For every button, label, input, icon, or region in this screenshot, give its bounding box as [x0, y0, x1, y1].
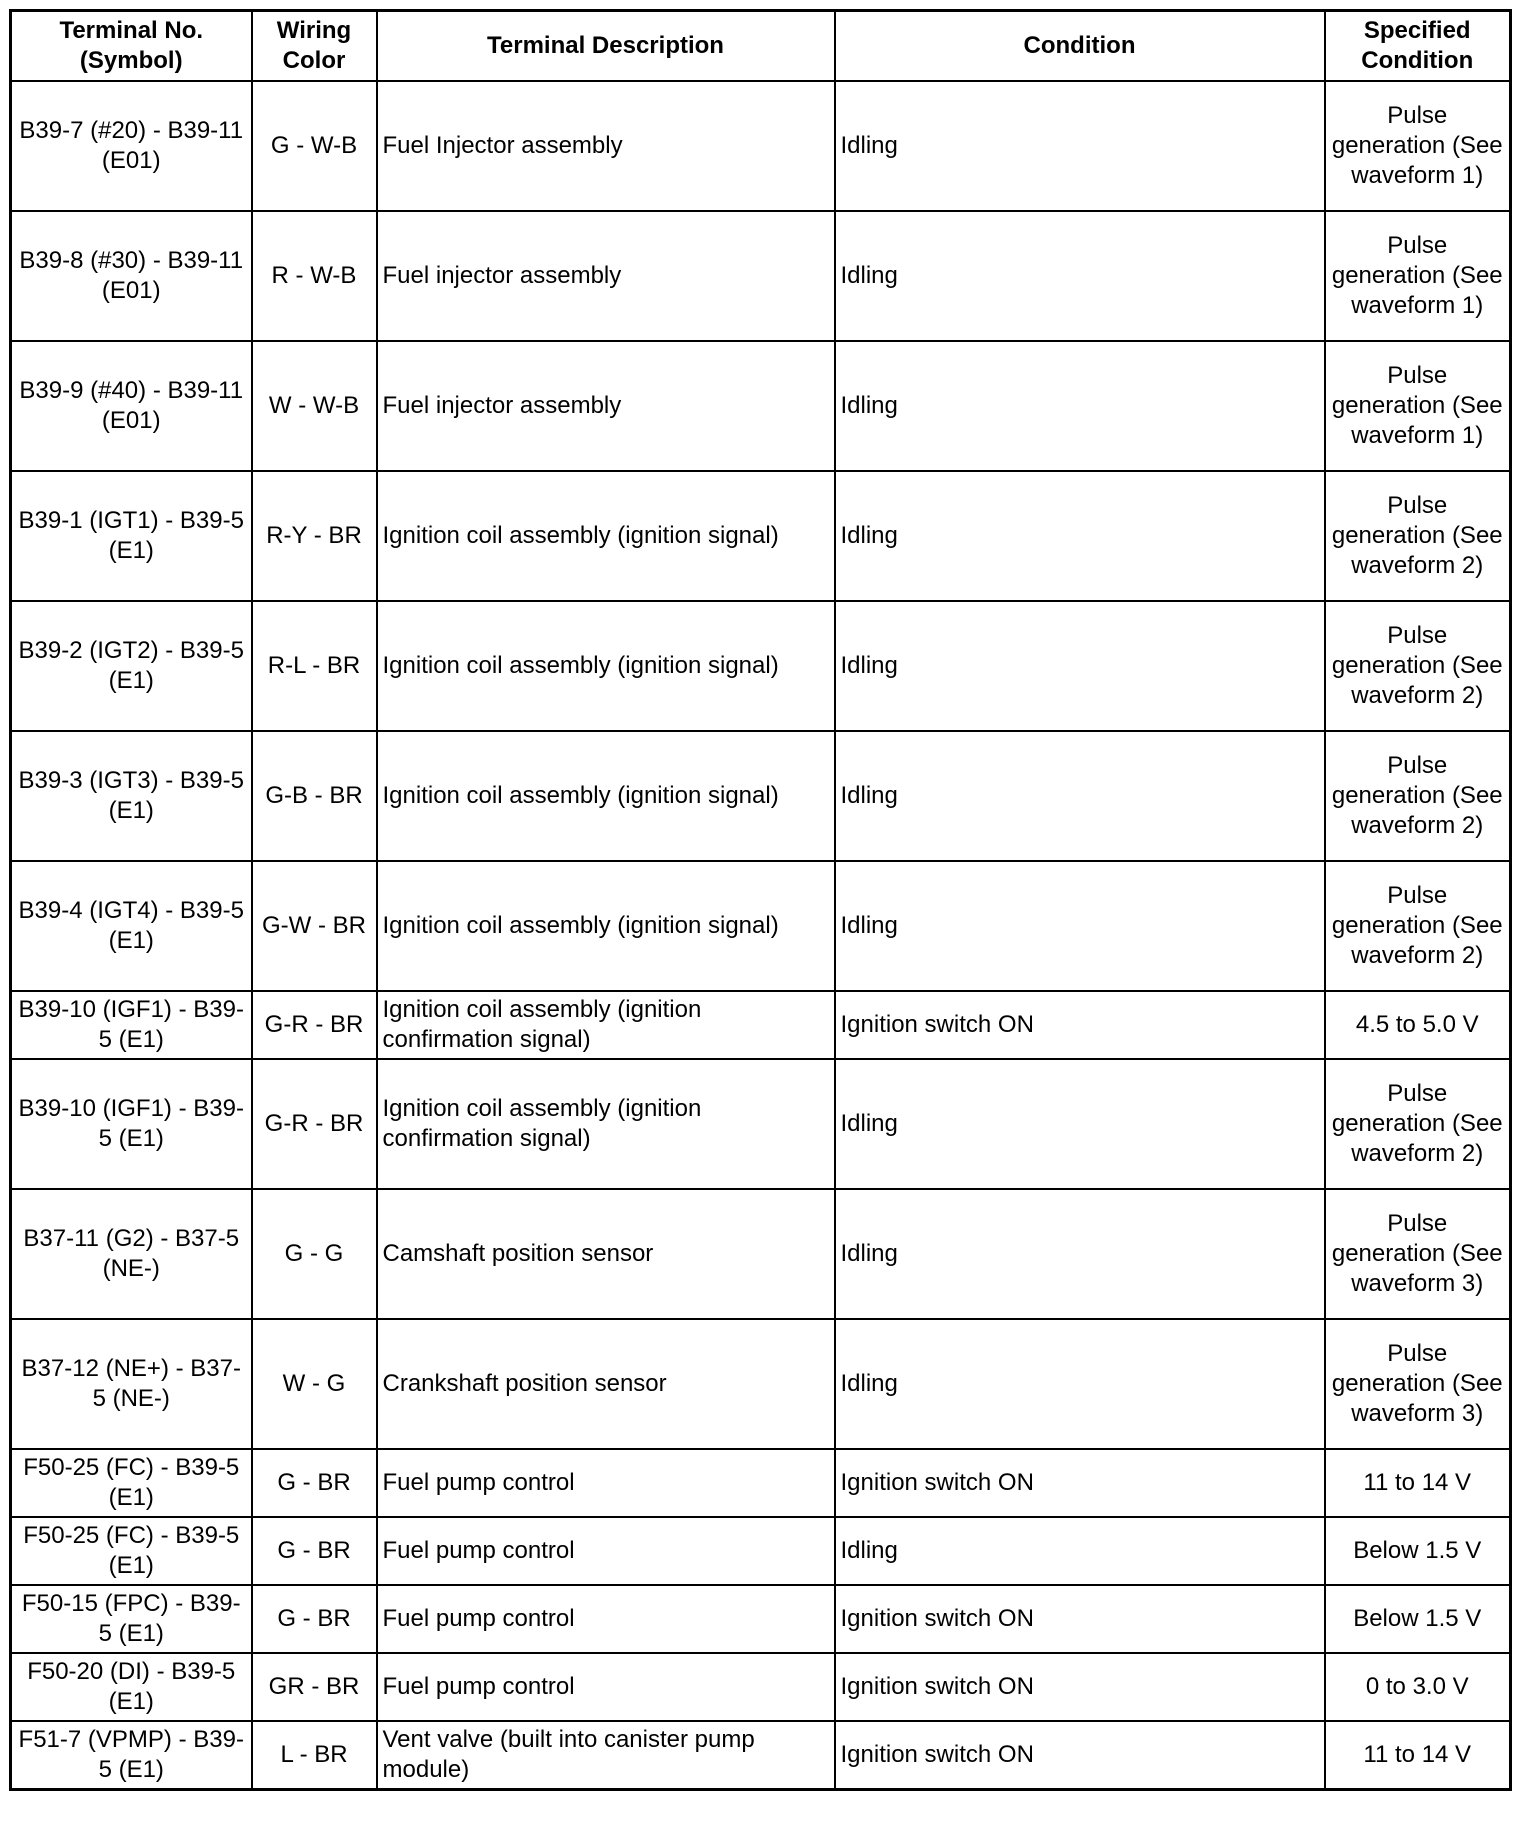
specified-cell: Pulse generation (See waveform 2)	[1325, 1059, 1511, 1189]
header-specified: Specified Condition	[1325, 11, 1511, 82]
table-row	[11, 1517, 1511, 1585]
terminal-cell: B39-10 (IGF1) - B39-5 (E1)	[11, 1059, 252, 1189]
table-row	[11, 341, 1511, 471]
condition-cell: Idling	[835, 81, 1325, 211]
specified-cell: Pulse generation (See waveform 2)	[1325, 731, 1511, 861]
specified-cell: Pulse generation (See waveform 1)	[1325, 341, 1511, 471]
table-row	[11, 1721, 1511, 1790]
table-row	[11, 991, 1511, 1059]
terminal-cell: F50-25 (FC) - B39-5 (E1)	[11, 1517, 252, 1585]
wiring-cell: G - BR	[252, 1517, 377, 1585]
condition-cell: Idling	[835, 471, 1325, 601]
specified-cell: Pulse generation (See waveform 2)	[1325, 471, 1511, 601]
condition-cell: Idling	[835, 1517, 1325, 1585]
condition-cell: Idling	[835, 1319, 1325, 1449]
terminal-cell: B37-11 (G2) - B37-5 (NE-)	[11, 1189, 252, 1319]
table-row	[11, 471, 1511, 601]
specified-cell: 4.5 to 5.0 V	[1325, 991, 1511, 1059]
terminal-cell: B39-1 (IGT1) - B39-5 (E1)	[11, 471, 252, 601]
condition-cell: Idling	[835, 211, 1325, 341]
wiring-cell: GR - BR	[252, 1653, 377, 1721]
wiring-cell: W - W-B	[252, 341, 377, 471]
table-row	[11, 861, 1511, 991]
specified-cell: Pulse generation (See waveform 3)	[1325, 1319, 1511, 1449]
table-row	[11, 731, 1511, 861]
wiring-cell: R-Y - BR	[252, 471, 377, 601]
terminal-cell: B39-7 (#20) - B39-11 (E01)	[11, 81, 252, 211]
wiring-cell: L - BR	[252, 1721, 377, 1790]
terminal-cell: B39-3 (IGT3) - B39-5 (E1)	[11, 731, 252, 861]
table-row	[11, 1189, 1511, 1319]
condition-cell: Idling	[835, 1059, 1325, 1189]
terminal-cell: F50-15 (FPC) - B39-5 (E1)	[11, 1585, 252, 1653]
table-row	[11, 81, 1511, 211]
description-cell: Fuel Injector assembly	[377, 81, 835, 211]
condition-cell: Idling	[835, 341, 1325, 471]
terminal-cell: B37-12 (NE+) - B37-5 (NE-)	[11, 1319, 252, 1449]
description-cell: Fuel pump control	[377, 1517, 835, 1585]
table-row	[11, 601, 1511, 731]
description-cell: Fuel injector assembly	[377, 341, 835, 471]
wiring-cell: G-B - BR	[252, 731, 377, 861]
wiring-cell: G-R - BR	[252, 991, 377, 1059]
terminal-cell: B39-10 (IGF1) - B39-5 (E1)	[11, 991, 252, 1059]
header-condition: Condition	[835, 11, 1325, 82]
header-description: Terminal Description	[377, 11, 835, 82]
wiring-cell: W - G	[252, 1319, 377, 1449]
specified-cell: Below 1.5 V	[1325, 1517, 1511, 1585]
terminal-cell: F50-20 (DI) - B39-5 (E1)	[11, 1653, 252, 1721]
condition-cell: Idling	[835, 1189, 1325, 1319]
condition-cell: Idling	[835, 601, 1325, 731]
terminal-cell: F50-25 (FC) - B39-5 (E1)	[11, 1449, 252, 1517]
header-wiring: Wiring Color	[252, 11, 377, 82]
description-cell: Fuel pump control	[377, 1653, 835, 1721]
wiring-cell: G - G	[252, 1189, 377, 1319]
specified-cell: Pulse generation (See waveform 3)	[1325, 1189, 1511, 1319]
condition-cell: Ignition switch ON	[835, 1449, 1325, 1517]
terminal-cell: B39-8 (#30) - B39-11 (E01)	[11, 211, 252, 341]
table-row	[11, 1653, 1511, 1721]
wiring-cell: G - BR	[252, 1449, 377, 1517]
header-terminal: Terminal No. (Symbol)	[11, 11, 252, 82]
wiring-cell: R - W-B	[252, 211, 377, 341]
description-cell: Ignition coil assembly (ignition signal)	[377, 731, 835, 861]
description-cell: Ignition coil assembly (ignition signal)	[377, 471, 835, 601]
description-cell: Camshaft position sensor	[377, 1189, 835, 1319]
terminal-cell: B39-2 (IGT2) - B39-5 (E1)	[11, 601, 252, 731]
table-row	[11, 211, 1511, 341]
terminal-cell: B39-4 (IGT4) - B39-5 (E1)	[11, 861, 252, 991]
description-cell: Fuel pump control	[377, 1585, 835, 1653]
specified-cell: 11 to 14 V	[1325, 1721, 1511, 1790]
table-row	[11, 1059, 1511, 1189]
specified-cell: Pulse generation (See waveform 2)	[1325, 861, 1511, 991]
specified-cell: Pulse generation (See waveform 2)	[1325, 601, 1511, 731]
description-cell: Vent valve (built into canister pump module)	[377, 1721, 835, 1790]
description-cell: Ignition coil assembly (ignition signal)	[377, 861, 835, 991]
description-cell: Crankshaft position sensor	[377, 1319, 835, 1449]
terminal-spec-table	[9, 9, 1512, 1791]
terminal-cell: F51-7 (VPMP) - B39-5 (E1)	[11, 1721, 252, 1790]
specified-cell: Pulse generation (See waveform 1)	[1325, 211, 1511, 341]
table-row	[11, 1449, 1511, 1517]
header-row	[11, 11, 1511, 82]
condition-cell: Idling	[835, 861, 1325, 991]
table-row	[11, 1319, 1511, 1449]
condition-cell: Ignition switch ON	[835, 1585, 1325, 1653]
wiring-cell: G - W-B	[252, 81, 377, 211]
condition-cell: Idling	[835, 731, 1325, 861]
condition-cell: Ignition switch ON	[835, 1721, 1325, 1790]
description-cell: Fuel pump control	[377, 1449, 835, 1517]
wiring-cell: R-L - BR	[252, 601, 377, 731]
condition-cell: Ignition switch ON	[835, 1653, 1325, 1721]
specified-cell: 0 to 3.0 V	[1325, 1653, 1511, 1721]
condition-cell: Ignition switch ON	[835, 991, 1325, 1059]
wiring-cell: G - BR	[252, 1585, 377, 1653]
specified-cell: 11 to 14 V	[1325, 1449, 1511, 1517]
specified-cell: Below 1.5 V	[1325, 1585, 1511, 1653]
terminal-cell: B39-9 (#40) - B39-11 (E01)	[11, 341, 252, 471]
description-cell: Ignition coil assembly (ignition confirmation signal)	[377, 1059, 835, 1189]
table-row	[11, 1585, 1511, 1653]
wiring-cell: G-W - BR	[252, 861, 377, 991]
wiring-cell: G-R - BR	[252, 1059, 377, 1189]
description-cell: Fuel injector assembly	[377, 211, 835, 341]
description-cell: Ignition coil assembly (ignition signal)	[377, 601, 835, 731]
description-cell: Ignition coil assembly (ignition confirmation signal)	[377, 991, 835, 1059]
specified-cell: Pulse generation (See waveform 1)	[1325, 81, 1511, 211]
